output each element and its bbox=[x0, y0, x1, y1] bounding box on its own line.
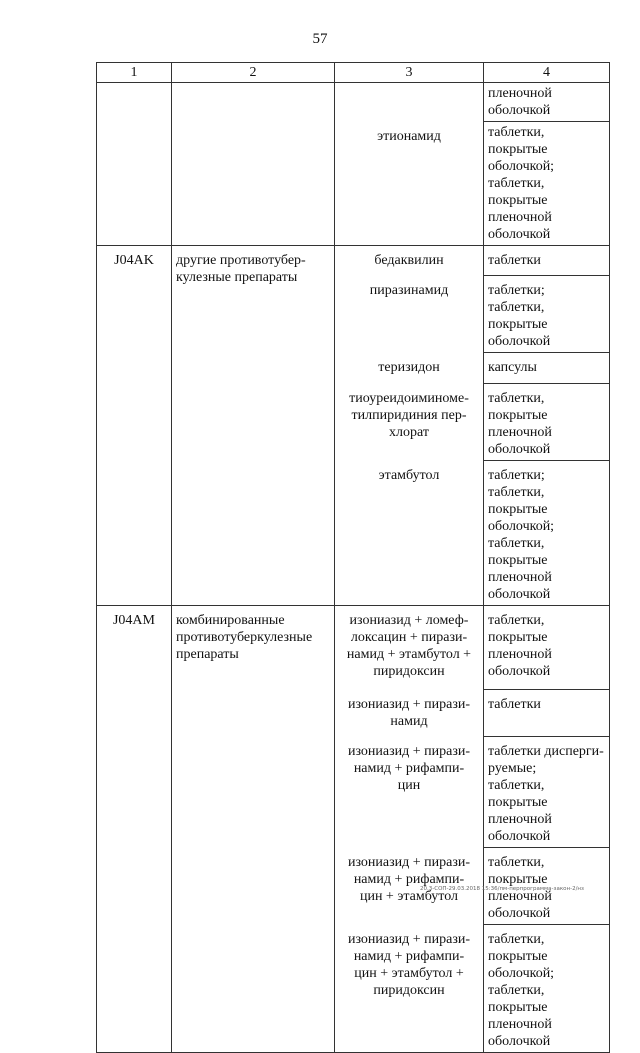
drug-name-cell: изониазид + пирази- намид + рифампи- цин bbox=[335, 737, 484, 848]
dosage-form-cell: таблетки дисперги- руемые; таблетки, покрытые пленочной оболочкой bbox=[484, 737, 610, 848]
dosage-form-cell: пленочной оболочкой bbox=[484, 83, 610, 122]
group-name-cell: комбинированные противотуберкулезные препараты bbox=[172, 606, 335, 1053]
atc-code-cell bbox=[97, 83, 172, 246]
table-header-row bbox=[97, 63, 610, 83]
drug-name-cell: бедаквилин bbox=[335, 246, 484, 276]
atc-code-cell: J04AM bbox=[97, 606, 172, 1053]
group-name-cell bbox=[172, 83, 335, 246]
dosage-form-cell: таблетки bbox=[484, 246, 610, 276]
drug-name-cell: тиоуреидоиминоме- тилпиридиния пер- хлорат bbox=[335, 384, 484, 461]
drug-name-cell: изониазид + пирази- намид bbox=[335, 690, 484, 737]
drug-name-cell: изониазид + пирази- намид + рифампи- цин + этамбутол bbox=[335, 848, 484, 925]
dosage-form-cell: таблетки; таблетки, покрытые оболочкой; таблетки, покрытые пленочной оболочкой bbox=[484, 461, 610, 606]
dosage-form-cell: таблетки, покрытые оболочкой; таблетки, покрытые пленочной оболочкой bbox=[484, 122, 610, 246]
header-col-1: 1 bbox=[97, 63, 172, 83]
table-row bbox=[97, 83, 610, 122]
drug-name-cell: изониазид + пирази- намид + рифампи- цин + этамбутол + пиридоксин bbox=[335, 925, 484, 1053]
header-col-3: 3 bbox=[335, 63, 484, 83]
drug-name-cell: пиразинамид bbox=[335, 276, 484, 353]
table-row bbox=[97, 246, 610, 276]
drug-name-cell: этамбутол bbox=[335, 461, 484, 606]
drug-name-cell: этионамид bbox=[335, 122, 484, 246]
table-row bbox=[97, 606, 610, 690]
group-name-cell: другие противотубер- кулезные препараты bbox=[172, 246, 335, 606]
header-col-4: 4 bbox=[484, 63, 610, 83]
drug-name-cell bbox=[335, 83, 484, 122]
atc-code-cell: J04AK bbox=[97, 246, 172, 606]
header-col-2: 2 bbox=[172, 63, 335, 83]
dosage-form-cell: таблетки, покрытые пленочной оболочкой bbox=[484, 384, 610, 461]
document-footer-code: 20.3-СОП-29.03.2018 15:36/пм-перпрограмма-закон-2/нз bbox=[420, 886, 584, 892]
dosage-form-cell: таблетки; таблетки, покрытые оболочкой bbox=[484, 276, 610, 353]
drug-table bbox=[96, 62, 610, 1053]
drug-name-cell: теризидон bbox=[335, 353, 484, 384]
dosage-form-cell: таблетки, покрытые оболочкой; таблетки, покрытые пленочной оболочкой bbox=[484, 925, 610, 1053]
drug-name-cell: изониазид + ломеф- локсацин + пирази- намид + этамбутол + пиридоксин bbox=[335, 606, 484, 690]
page-number: 57 bbox=[312, 31, 328, 47]
dosage-form-cell: таблетки, покрытые пленочной оболочкой bbox=[484, 606, 610, 690]
dosage-form-cell: капсулы bbox=[484, 353, 610, 384]
dosage-form-cell: таблетки bbox=[484, 690, 610, 737]
dosage-form-cell: таблетки, покрытые пленочной оболочкой bbox=[484, 848, 610, 925]
